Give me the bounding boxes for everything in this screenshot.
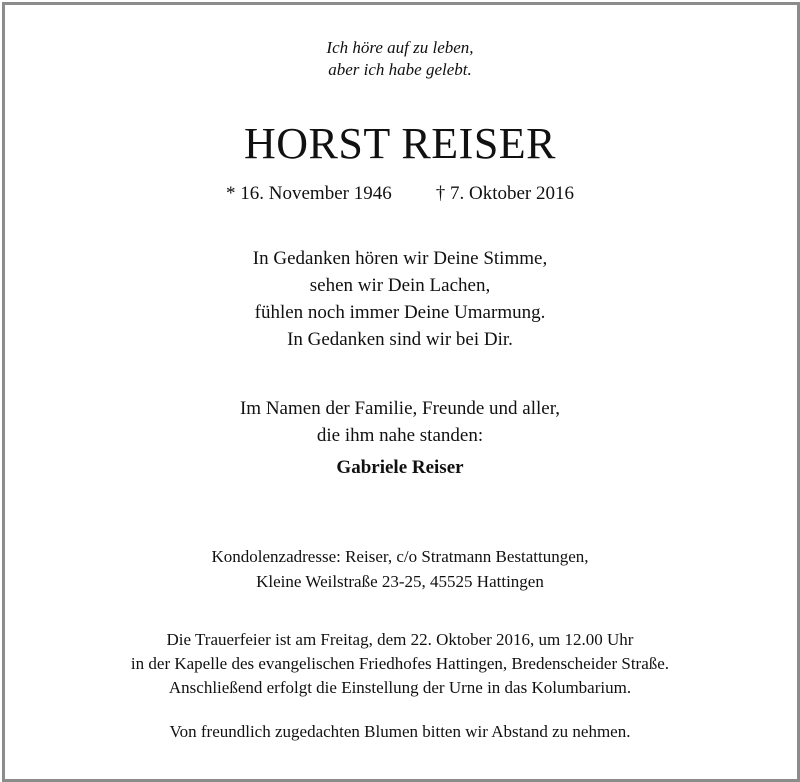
address-line: Kondolenzadresse: Reiser, c/o Stratmann Bestattungen, — [211, 547, 589, 566]
service-line: Anschließend erfolgt die Einstellung der Urne in das Kolumbarium. — [168, 678, 632, 697]
funeral-service-info — [0, 628, 800, 700]
service-line: Die Trauerfeier ist am Freitag, dem 22. Oktober 2016, um 12.00 Uhr — [166, 630, 634, 649]
poem-line: In Gedanken sind wir bei Dir. — [287, 329, 513, 350]
deceased-name: HORST REISER — [243, 119, 557, 168]
family-line: die ihm nahe standen: — [316, 425, 484, 446]
service-line: in der Kapelle des evangelischen Friedhofes Hattingen, Bredenscheider Straße. — [130, 654, 670, 673]
poem-line: In Gedanken hören wir Deine Stimme, — [252, 248, 548, 269]
poem-line: fühlen noch immer Deine Umarmung. — [254, 302, 546, 323]
life-dates — [0, 182, 800, 206]
motto-line: Ich höre auf zu leben, — [326, 38, 474, 57]
signer-name: Gabriele Reiser — [336, 457, 464, 478]
family-line: Im Namen der Familie, Freunde und aller, — [239, 398, 561, 419]
poem-line: sehen wir Dein Lachen, — [309, 275, 491, 296]
family-statement — [0, 395, 800, 449]
address-line: Kleine Weilstraße 23-25, 45525 Hattingen — [256, 572, 544, 591]
memorial-poem — [0, 245, 800, 353]
condolence-address — [0, 544, 800, 594]
motto — [0, 37, 800, 81]
flowers-note: Von freundlich zugedachten Blumen bitten wir Abstand zu nehmen. — [169, 722, 631, 741]
motto-line: aber ich habe gelebt. — [328, 60, 472, 79]
death-date: † 7. Oktober 2016 — [435, 183, 574, 204]
birth-date: * 16. November 1946 — [226, 183, 392, 204]
